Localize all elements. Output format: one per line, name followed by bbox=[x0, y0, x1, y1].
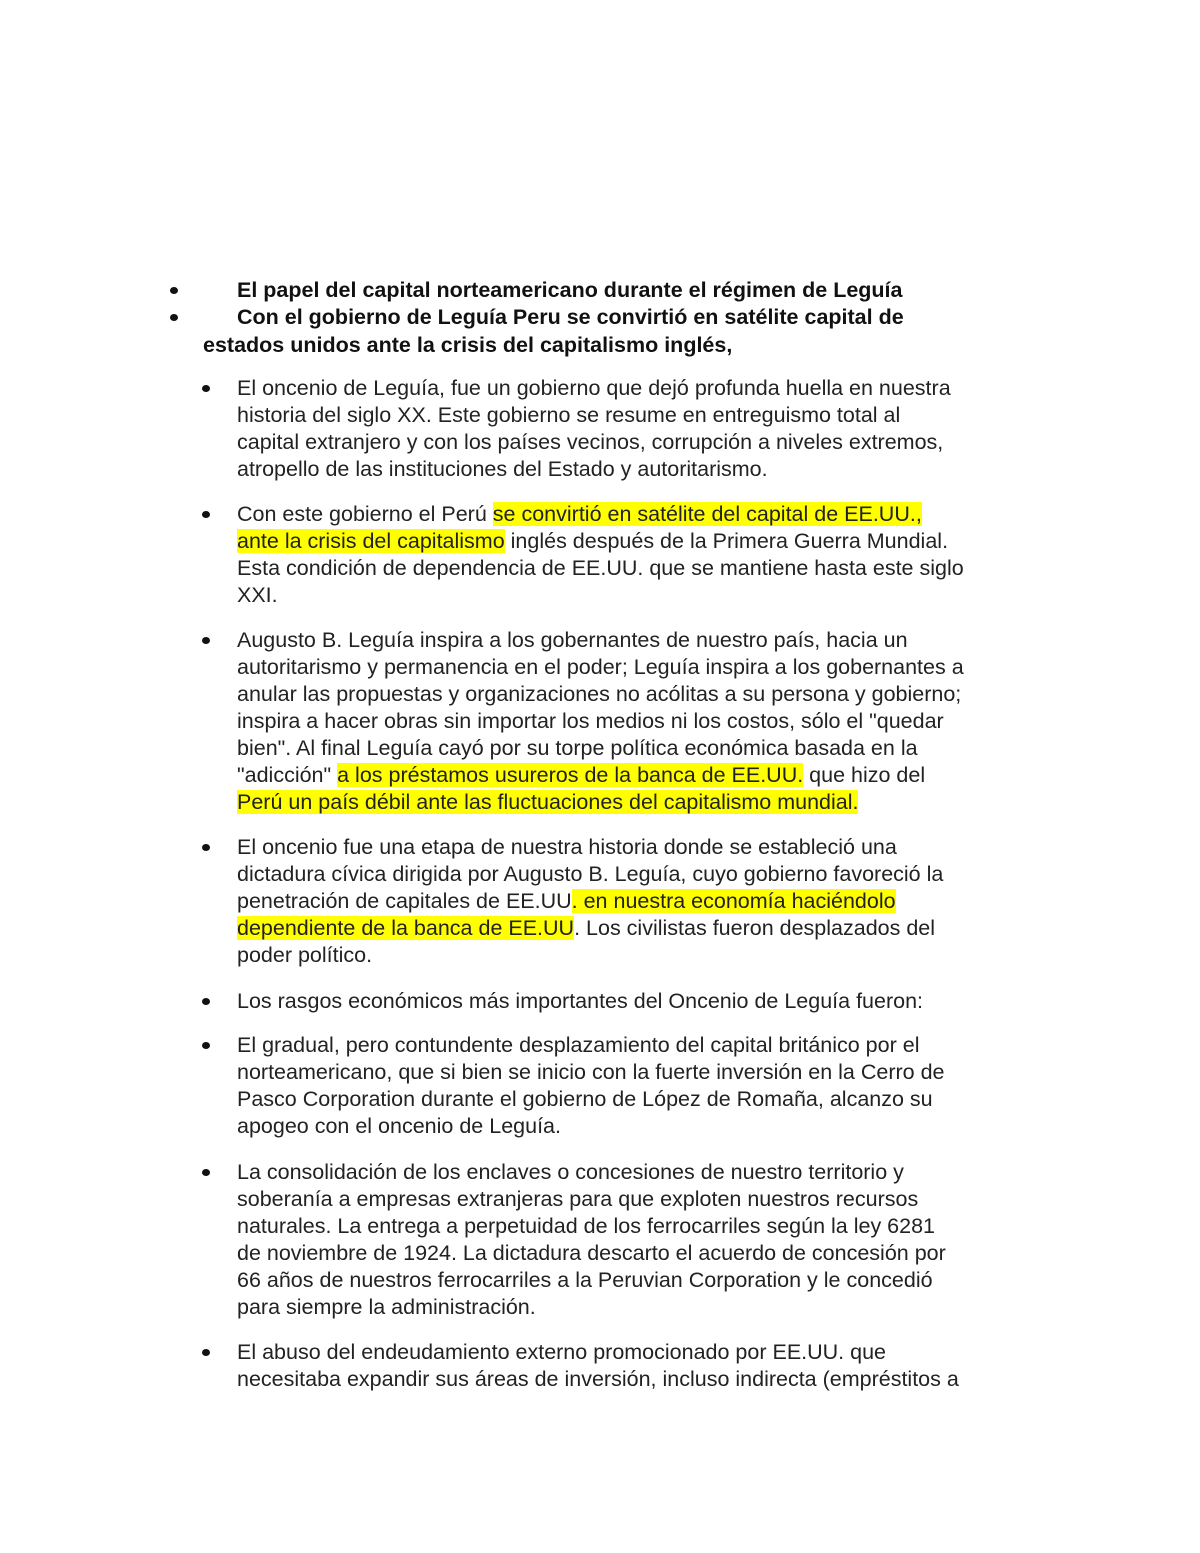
list-item bbox=[200, 1032, 1060, 1140]
text-run: . Los civilistas fueron desplazados del bbox=[574, 916, 936, 940]
paragraph bbox=[237, 988, 1060, 1015]
paragraph bbox=[237, 375, 1060, 483]
text-line: atropello de las instituciones del Estado y autoritarismo. bbox=[237, 457, 768, 481]
list-item bbox=[200, 1159, 1060, 1321]
paragraph bbox=[237, 834, 1060, 969]
text-run: inglés después de la Primera Guerra Mundial. bbox=[504, 529, 949, 553]
text-line: El gradual, pero contundente desplazamiento del capital británico por el bbox=[237, 1033, 920, 1057]
text-run: que hizo del bbox=[803, 763, 926, 787]
text-line: El oncenio de Leguía, fue un gobierno que dejó profunda huella en nuestra bbox=[237, 376, 951, 400]
bullet-icon bbox=[170, 314, 178, 321]
highlighted-text: se convirtió en satélite del capital de EE.UU., bbox=[492, 502, 922, 526]
text-line: naturales. La entrega a perpetuidad de los ferrocarriles según la ley 6281 bbox=[237, 1214, 936, 1238]
text-line: para siempre la administración. bbox=[237, 1295, 536, 1319]
text-line: historia del siglo XX. Este gobierno se resume en entreguismo total al bbox=[237, 403, 901, 427]
text-line: autoritarismo y permanencia en el poder; Leguía inspira a los gobernantes a bbox=[237, 655, 964, 679]
list-item bbox=[200, 1339, 1060, 1393]
text-line: Augusto B. Leguía inspira a los gobernantes de nuestro país, hacia un bbox=[237, 628, 908, 652]
text-line: anular las propuestas y organizaciones no acólitas a su persona y gobierno; bbox=[237, 682, 962, 706]
text-line: dictadura cívica dirigida por Augusto B. Leguía, cuyo gobierno favoreció la bbox=[237, 862, 944, 886]
text-line: soberanía a empresas extranjeras para que exploten nuestros recursos bbox=[237, 1187, 919, 1211]
text-line: poder político. bbox=[237, 943, 373, 967]
text-line: La consolidación de los enclaves o concesiones de nuestro territorio y bbox=[237, 1160, 904, 1184]
text-line: capital extranjero y con los países vecinos, corrupción a niveles extremos, bbox=[237, 430, 944, 454]
text-line: inspira a hacer obras sin importar los medios ni los costos, sólo el "quedar bbox=[237, 709, 944, 733]
text-line: Los rasgos económicos más importantes del Oncenio de Leguía fueron: bbox=[237, 989, 924, 1013]
list-item bbox=[200, 988, 1060, 1015]
highlighted-text: Perú un país débil ante las fluctuaciones del capitalismo mundial. bbox=[237, 790, 859, 814]
bullet-icon bbox=[202, 385, 210, 392]
text-run: penetración de capitales de EE.UU bbox=[237, 889, 572, 913]
bullet-icon bbox=[170, 287, 178, 294]
bullet-icon bbox=[202, 1042, 210, 1049]
text-line: de noviembre de 1924. La dictadura descarto el acuerdo de concesión por bbox=[237, 1241, 946, 1265]
text-line: El abuso del endeudamiento externo promocionado por EE.UU. que bbox=[237, 1340, 886, 1364]
paragraph bbox=[237, 627, 1060, 816]
text-line: necesitaba expandir sus áreas de inversión, incluso indirecta (empréstitos a bbox=[237, 1367, 959, 1391]
highlighted-text: a los préstamos usureros de la banca de EE.UU. bbox=[337, 763, 804, 787]
highlighted-text: dependiente de la banca de EE.UU bbox=[237, 916, 575, 940]
text-line: norteamericano, que si bien se inicio con la fuerte inversión en la Cerro de bbox=[237, 1060, 945, 1084]
bullet-icon bbox=[202, 844, 210, 851]
bullet-icon bbox=[202, 998, 210, 1005]
heading-text: El papel del capital norteamericano durante el régimen de Leguía bbox=[237, 278, 903, 302]
heading-text: Con el gobierno de Leguía Peru se convirtió en satélite capital de bbox=[237, 305, 904, 329]
paragraph bbox=[237, 1339, 1060, 1393]
paragraph bbox=[237, 1032, 1060, 1140]
list-item bbox=[200, 375, 1060, 483]
bullet-icon bbox=[202, 1349, 210, 1356]
highlighted-text: ante la crisis del capitalismo bbox=[237, 529, 505, 553]
bullet-icon bbox=[202, 1169, 210, 1176]
text-line: 66 años de nuestros ferrocarriles a la Peruvian Corporation y le concedió bbox=[237, 1268, 933, 1292]
paragraph bbox=[237, 501, 1060, 609]
text-line: Esta condición de dependencia de EE.UU. que se mantiene hasta este siglo bbox=[237, 556, 964, 580]
bullet-icon bbox=[202, 637, 210, 644]
heading-text-continuation: estados unidos ante la crisis del capitalismo inglés, bbox=[203, 332, 733, 357]
paragraph bbox=[237, 1159, 1060, 1321]
text-run: "adicción" bbox=[237, 763, 338, 787]
text-line: apogeo con el oncenio de Leguía. bbox=[237, 1114, 561, 1138]
list-item bbox=[200, 834, 1060, 969]
text-line: XXI. bbox=[237, 583, 278, 607]
bullet-icon bbox=[202, 511, 210, 518]
text-line: bien". Al final Leguía cayó por su torpe política económica basada en la bbox=[237, 736, 918, 760]
list-item bbox=[200, 501, 1060, 609]
text-run: Con este gobierno el Perú bbox=[237, 502, 493, 526]
text-line: El oncenio fue una etapa de nuestra historia donde se estableció una bbox=[237, 835, 897, 859]
list-item bbox=[200, 627, 1060, 816]
highlighted-text: . en nuestra economía haciéndolo bbox=[571, 889, 896, 913]
text-line: Pasco Corporation durante el gobierno de López de Romaña, alcanzo su bbox=[237, 1087, 933, 1111]
